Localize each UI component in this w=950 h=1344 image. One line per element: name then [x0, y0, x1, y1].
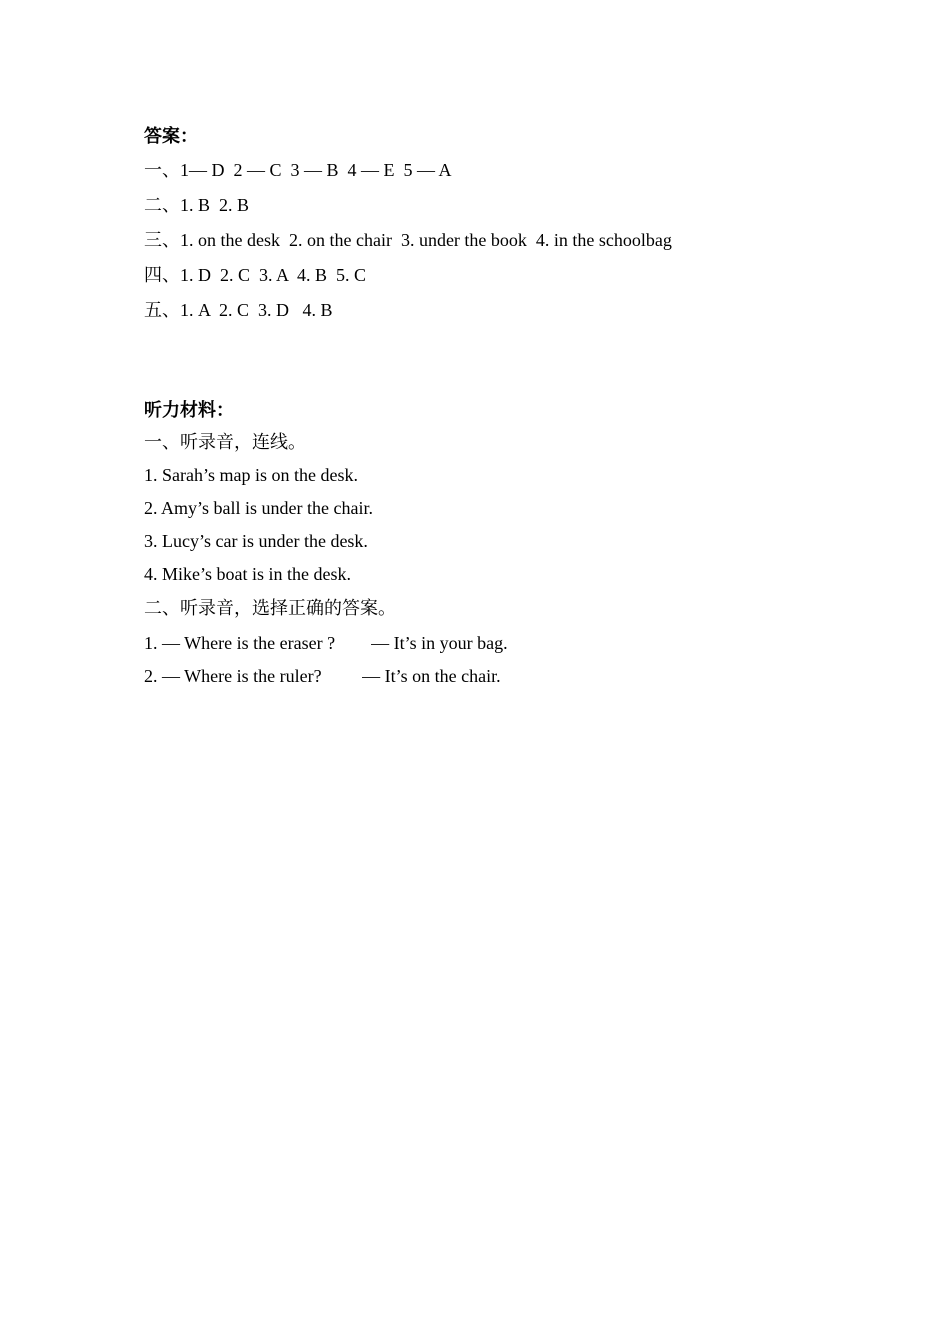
listening-section1-title: 一、听录音，连线。 — [144, 432, 306, 452]
answer-line-3: 三、1. on the desk 2. on the chair 3. under the book 4. in the schoolbag — [144, 230, 672, 250]
answers-heading: 答案： — [144, 126, 198, 146]
listening-section1-item-1: 1. Sarah’s map is on the desk. — [144, 465, 358, 485]
listening-section2-item-2: 2. — Where is the ruler? — It’s on the chair. — [144, 666, 501, 686]
answer-line-4: 四、1. D 2. C 3. A 4. B 5. C — [144, 265, 367, 285]
answer-line-1: 一、1— D 2 — C 3 — B 4 — E 5 — A — [144, 160, 452, 180]
listening-section2-title: 二、听录音，选择正确的答案。 — [144, 598, 396, 618]
listening-section1-item-4: 4. Mike’s boat is in the desk. — [144, 564, 351, 584]
answer-line-2: 二、1. B 2. B — [144, 195, 250, 215]
listening-section2-item-1: 1. — Where is the eraser ? — It’s in your bag. — [144, 633, 508, 653]
listening-section1-item-3: 3. Lucy’s car is under the desk. — [144, 531, 368, 551]
answer-line-5: 五、1. A 2. C 3. D 4. B — [144, 300, 333, 320]
listening-section1-item-2: 2. Amy’s ball is under the chair. — [144, 498, 373, 518]
listening-heading: 听力材料： — [144, 400, 234, 420]
